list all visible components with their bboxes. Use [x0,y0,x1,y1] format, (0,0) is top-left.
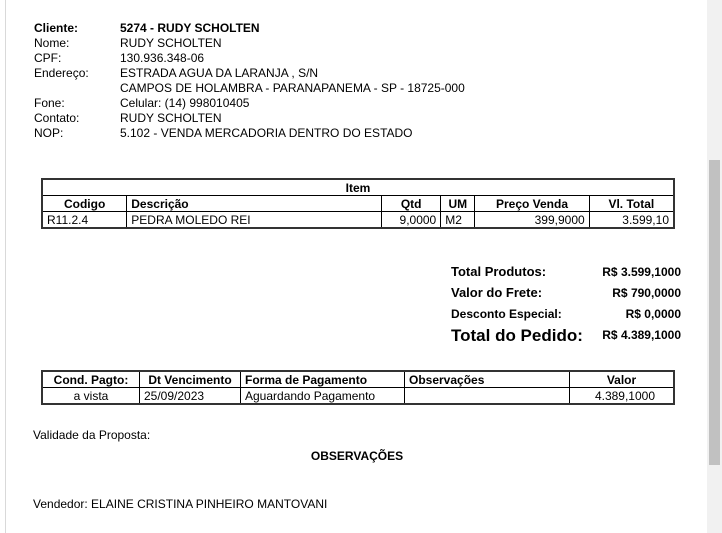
total-pedido-row [451,321,681,346]
validade-proposta: Validade da Proposta: [33,428,151,442]
endereco-line2: CAMPOS DE HOLAMBRA - PARANAPANEMA - SP - 18725-000 [120,81,465,95]
cell-um: M2 [441,212,475,229]
nome-row [34,36,465,51]
desconto-value: R$ 0,0000 [625,307,681,321]
nome-value: RUDY SCHOLTEN [120,36,222,50]
nome-label: Nome: [34,36,70,50]
valor-frete-value: R$ 790,0000 [612,286,681,300]
cliente-label: Cliente: [34,21,79,35]
endereco-row-2 [34,81,465,96]
desconto-label: Desconto Especial: [451,307,562,321]
total-produtos-value: R$ 3.599,1000 [602,265,681,279]
endereco-row [34,66,465,81]
cell-forma-pagamento: Aguardando Pagamento [241,388,405,405]
col-forma-pagamento: Forma de Pagamento [241,371,405,388]
contato-row [34,111,465,126]
vendedor: Vendedor: ELAINE CRISTINA PINHEIRO MANTOVANI [33,497,328,511]
total-pedido-label: Total do Pedido: [451,326,583,345]
cpf-label: CPF: [34,51,62,65]
cell-descricao: PEDRA MOLEDO REI [127,212,382,229]
col-cond-pagto: Cond. Pagto: [42,371,140,388]
client-info [34,21,465,141]
table-row [42,388,674,405]
nop-row [34,126,465,141]
col-dt-vencimento: Dt Vencimento [140,371,241,388]
observacoes-title: OBSERVAÇÕES [310,449,404,463]
cliente-value: 5274 - RUDY SCHOLTEN [120,21,260,35]
items-table-title: Item [42,179,674,196]
cell-dt-vencimento: 25/09/2023 [140,388,241,405]
valor-frete-label: Valor do Frete: [451,285,543,300]
col-observacoes: Observações [405,371,570,388]
cell-codigo: R11.2.4 [42,212,127,229]
endereco-label: Endereço: [34,66,89,80]
cell-cond-pagto: a vista [42,388,140,405]
totals-block [451,258,681,346]
cell-observacoes [405,388,570,405]
payments-table [41,370,675,405]
col-qtd: Qtd [382,196,441,212]
desconto-row [451,300,681,321]
col-valor: Valor [570,371,675,388]
payments-table-header [42,371,674,388]
col-descricao: Descrição [127,196,382,212]
total-produtos-row [451,258,681,279]
document-page [5,0,708,533]
cell-valor: 4.389,1000 [570,388,675,405]
cell-vl-total: 3.599,10 [589,212,674,229]
endereco-line1: ESTRADA AGUA DA LARANJA , S/N [120,66,319,80]
cpf-value: 130.936.348-06 [120,51,205,65]
nop-value: 5.102 - VENDA MERCADORIA DENTRO DO ESTADO [120,126,413,140]
nop-label: NOP: [34,126,64,140]
valor-frete-row [451,279,681,300]
total-pedido-value: R$ 4.389,1000 [602,328,681,342]
col-um: UM [441,196,475,212]
table-row [42,212,674,229]
fone-label: Fone: [34,96,65,110]
scrollbar-thumb[interactable] [709,160,720,465]
fone-value: Celular: (14) 998010405 [120,96,250,110]
col-preco-venda: Preço Venda [475,196,589,212]
contato-label: Contato: [34,111,80,125]
total-produtos-label: Total Produtos: [451,264,547,279]
cpf-row [34,51,465,66]
contato-value: RUDY SCHOLTEN [120,111,222,125]
cliente-row [34,21,465,36]
col-vl-total: Vl. Total [589,196,674,212]
fone-row [34,96,465,111]
col-codigo: Codigo [42,196,127,212]
cell-qtd: 9,0000 [382,212,441,229]
items-table [41,178,675,229]
cell-preco-venda: 399,9000 [475,212,589,229]
vertical-scrollbar[interactable] [707,0,722,533]
items-table-header [42,196,674,212]
